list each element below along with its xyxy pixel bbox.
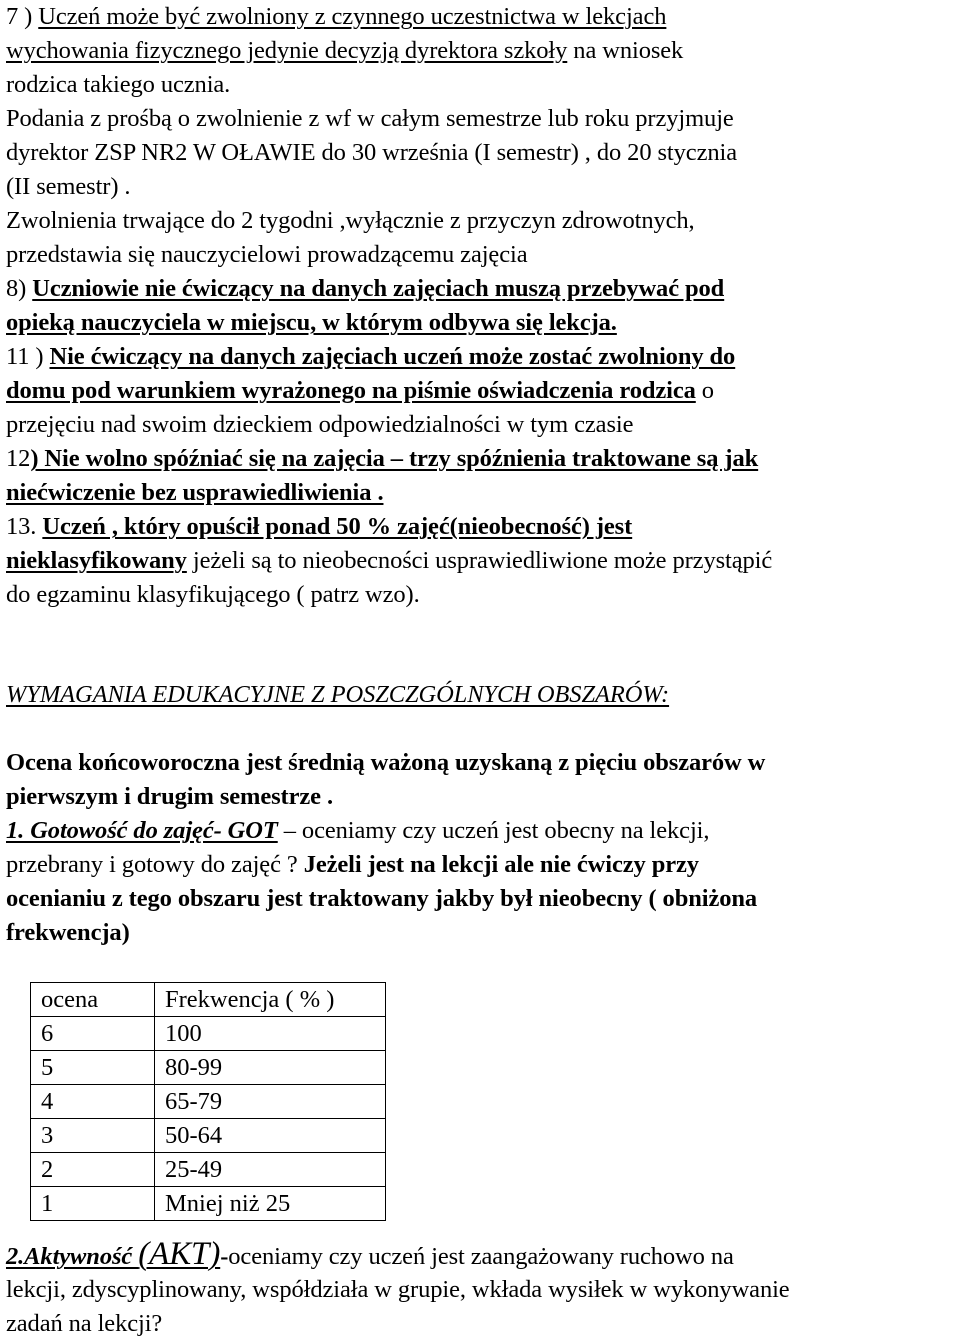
table-row	[31, 1153, 386, 1187]
rule-7-line	[6, 0, 666, 34]
rule-12-number: 12	[6, 445, 31, 472]
rule-7-underlined-text: Uczeń może być zwolniony z czynnego uczestnictwa w lekcjach	[38, 3, 667, 30]
activity-line-1	[6, 1237, 734, 1274]
final-grade-line-1: Ocena końcoworoczna jest średnią ważoną uzyskaną z pięciu obszarów w	[6, 749, 766, 776]
short-exemption-line-1: Zwolnienia trwające do 2 tygodni ,wyłącznie z przyczyn zdrowotnych,	[6, 207, 695, 234]
short-exemption-line-2: przedstawia się nauczycielowi prowadzącemu zajęcia	[6, 241, 528, 268]
activity-code: (AKT)	[138, 1236, 221, 1272]
rule-13-line-2	[6, 544, 772, 578]
rule-13-text-2: nieklasyfikowany	[6, 547, 187, 574]
readiness-line-4: frekwencja)	[6, 919, 130, 946]
attendance-cell: 50-64	[155, 1119, 386, 1153]
rule-11-text: Nie ćwiczący na danych zajęciach uczeń może zostać zwolniony do	[49, 343, 736, 370]
rule-13-plain: jeżeli są to nieobecności usprawiedliwione może przystąpić	[186, 547, 773, 574]
rule-11-line-3: przejęciu nad swoim dzieckiem odpowiedzialności w tym czasie	[6, 411, 634, 438]
grade-cell: 5	[31, 1051, 155, 1085]
attendance-cell: 80-99	[155, 1051, 386, 1085]
rule-13-text: Uczeń , który opuścił ponad 50 % zajęć(nieobecność) jest	[42, 513, 633, 540]
rule-8-number: 8)	[6, 275, 33, 302]
rule-11-line-2	[6, 374, 714, 408]
rule-7-underlined-text-2: wychowania fizycznego jedynie decyzją dyrektora szkoły	[6, 37, 568, 64]
rule-12-text: ) Nie wolno spóźniać się na zajęcia – trzy spóźnienia traktowane są jak	[30, 445, 759, 472]
rule-8-text: Uczniowie nie ćwiczący na danych zajęciach muszą przebywać pod	[32, 275, 725, 302]
attendance-cell: Mniej niż 25	[155, 1187, 386, 1221]
table-row	[31, 1051, 386, 1085]
readiness-bold: Jeżeli jest na lekcji ale nie ćwiczy przy	[303, 851, 699, 878]
rule-7-line-3: rodzica takiego ucznia.	[6, 71, 231, 98]
final-grade-line-2: pierwszym i drugim semestrze .	[6, 783, 333, 810]
rule-8-line-2: opieką nauczyciela w miejscu, w którym odbywa się lekcja.	[6, 309, 617, 336]
rule-11-plain: o	[695, 377, 714, 404]
attendance-cell: 25-49	[155, 1153, 386, 1187]
rule-11-line	[6, 340, 735, 374]
rule-13-line	[6, 510, 632, 544]
grade-cell: 4	[31, 1085, 155, 1119]
rule-11-number: 11 )	[6, 343, 50, 370]
rule-12-line-2: niećwiczenie bez usprawiedliwienia .	[6, 479, 384, 506]
attendance-cell: 65-79	[155, 1085, 386, 1119]
rule-12-line	[6, 442, 758, 476]
readiness-line-3: ocenianiu z tego obszaru jest traktowany jakby był nieobecny ( obniżona	[6, 885, 758, 912]
table-row	[31, 1085, 386, 1119]
rule-8-line	[6, 272, 724, 306]
table-row	[31, 1119, 386, 1153]
table-row	[31, 1187, 386, 1221]
readiness-description: – oceniamy czy uczeń jest obecny na lekcji,	[277, 817, 710, 844]
rule-11-text-2: domu pod warunkiem wyrażonego na piśmie oświadczenia rodzica	[6, 377, 696, 404]
section-heading: WYMAGANIA EDUKACYJNE Z POSZCZGÓLNYCH OBSZARÓW:	[6, 681, 670, 708]
readiness-line-2	[6, 848, 699, 882]
grade-cell: 2	[31, 1153, 155, 1187]
grade-cell: 3	[31, 1119, 155, 1153]
attendance-grade-table	[30, 982, 386, 1221]
applications-line-2: dyrektor ZSP NR2 W OŁAWIE do 30 września (I semestr) , do 20 stycznia	[6, 139, 737, 166]
activity-title: 2.Aktywność	[6, 1243, 139, 1270]
rule-7-plain-text: na wniosek	[567, 37, 684, 64]
activity-dash: -	[220, 1243, 229, 1270]
rule-13-number: 13.	[6, 513, 43, 540]
grade-cell: 6	[31, 1017, 155, 1051]
attendance-cell: 100	[155, 1017, 386, 1051]
table-header-cell: ocena	[31, 983, 155, 1017]
rule-7-line-2	[6, 34, 683, 68]
table-row	[31, 1017, 386, 1051]
activity-line-2: lekcji, zdyscyplinowany, współdziała w grupie, wkłada wysiłek w wykonywanie	[6, 1276, 790, 1303]
activity-description: oceniamy czy uczeń jest zaangażowany ruchowo na	[228, 1243, 734, 1270]
table-header-row	[31, 983, 386, 1017]
grade-cell: 1	[31, 1187, 155, 1221]
readiness-line-1	[6, 814, 709, 848]
rule-7-number: 7 )	[6, 3, 39, 30]
readiness-plain: przebrany i gotowy do zajęć ?	[6, 851, 304, 878]
applications-line-1: Podania z prośbą o zwolnienie z wf w całym semestrze lub roku przyjmuje	[6, 105, 734, 132]
applications-line-3: (II semestr) .	[6, 173, 131, 200]
rule-13-line-3: do egzaminu klasyfikującego ( patrz wzo).	[6, 581, 420, 608]
table-header-cell: Frekwencja ( % )	[155, 983, 386, 1017]
activity-line-3: zadań na lekcji?	[6, 1310, 163, 1337]
readiness-title: 1. Gotowość do zajęć- GOT	[6, 817, 278, 844]
